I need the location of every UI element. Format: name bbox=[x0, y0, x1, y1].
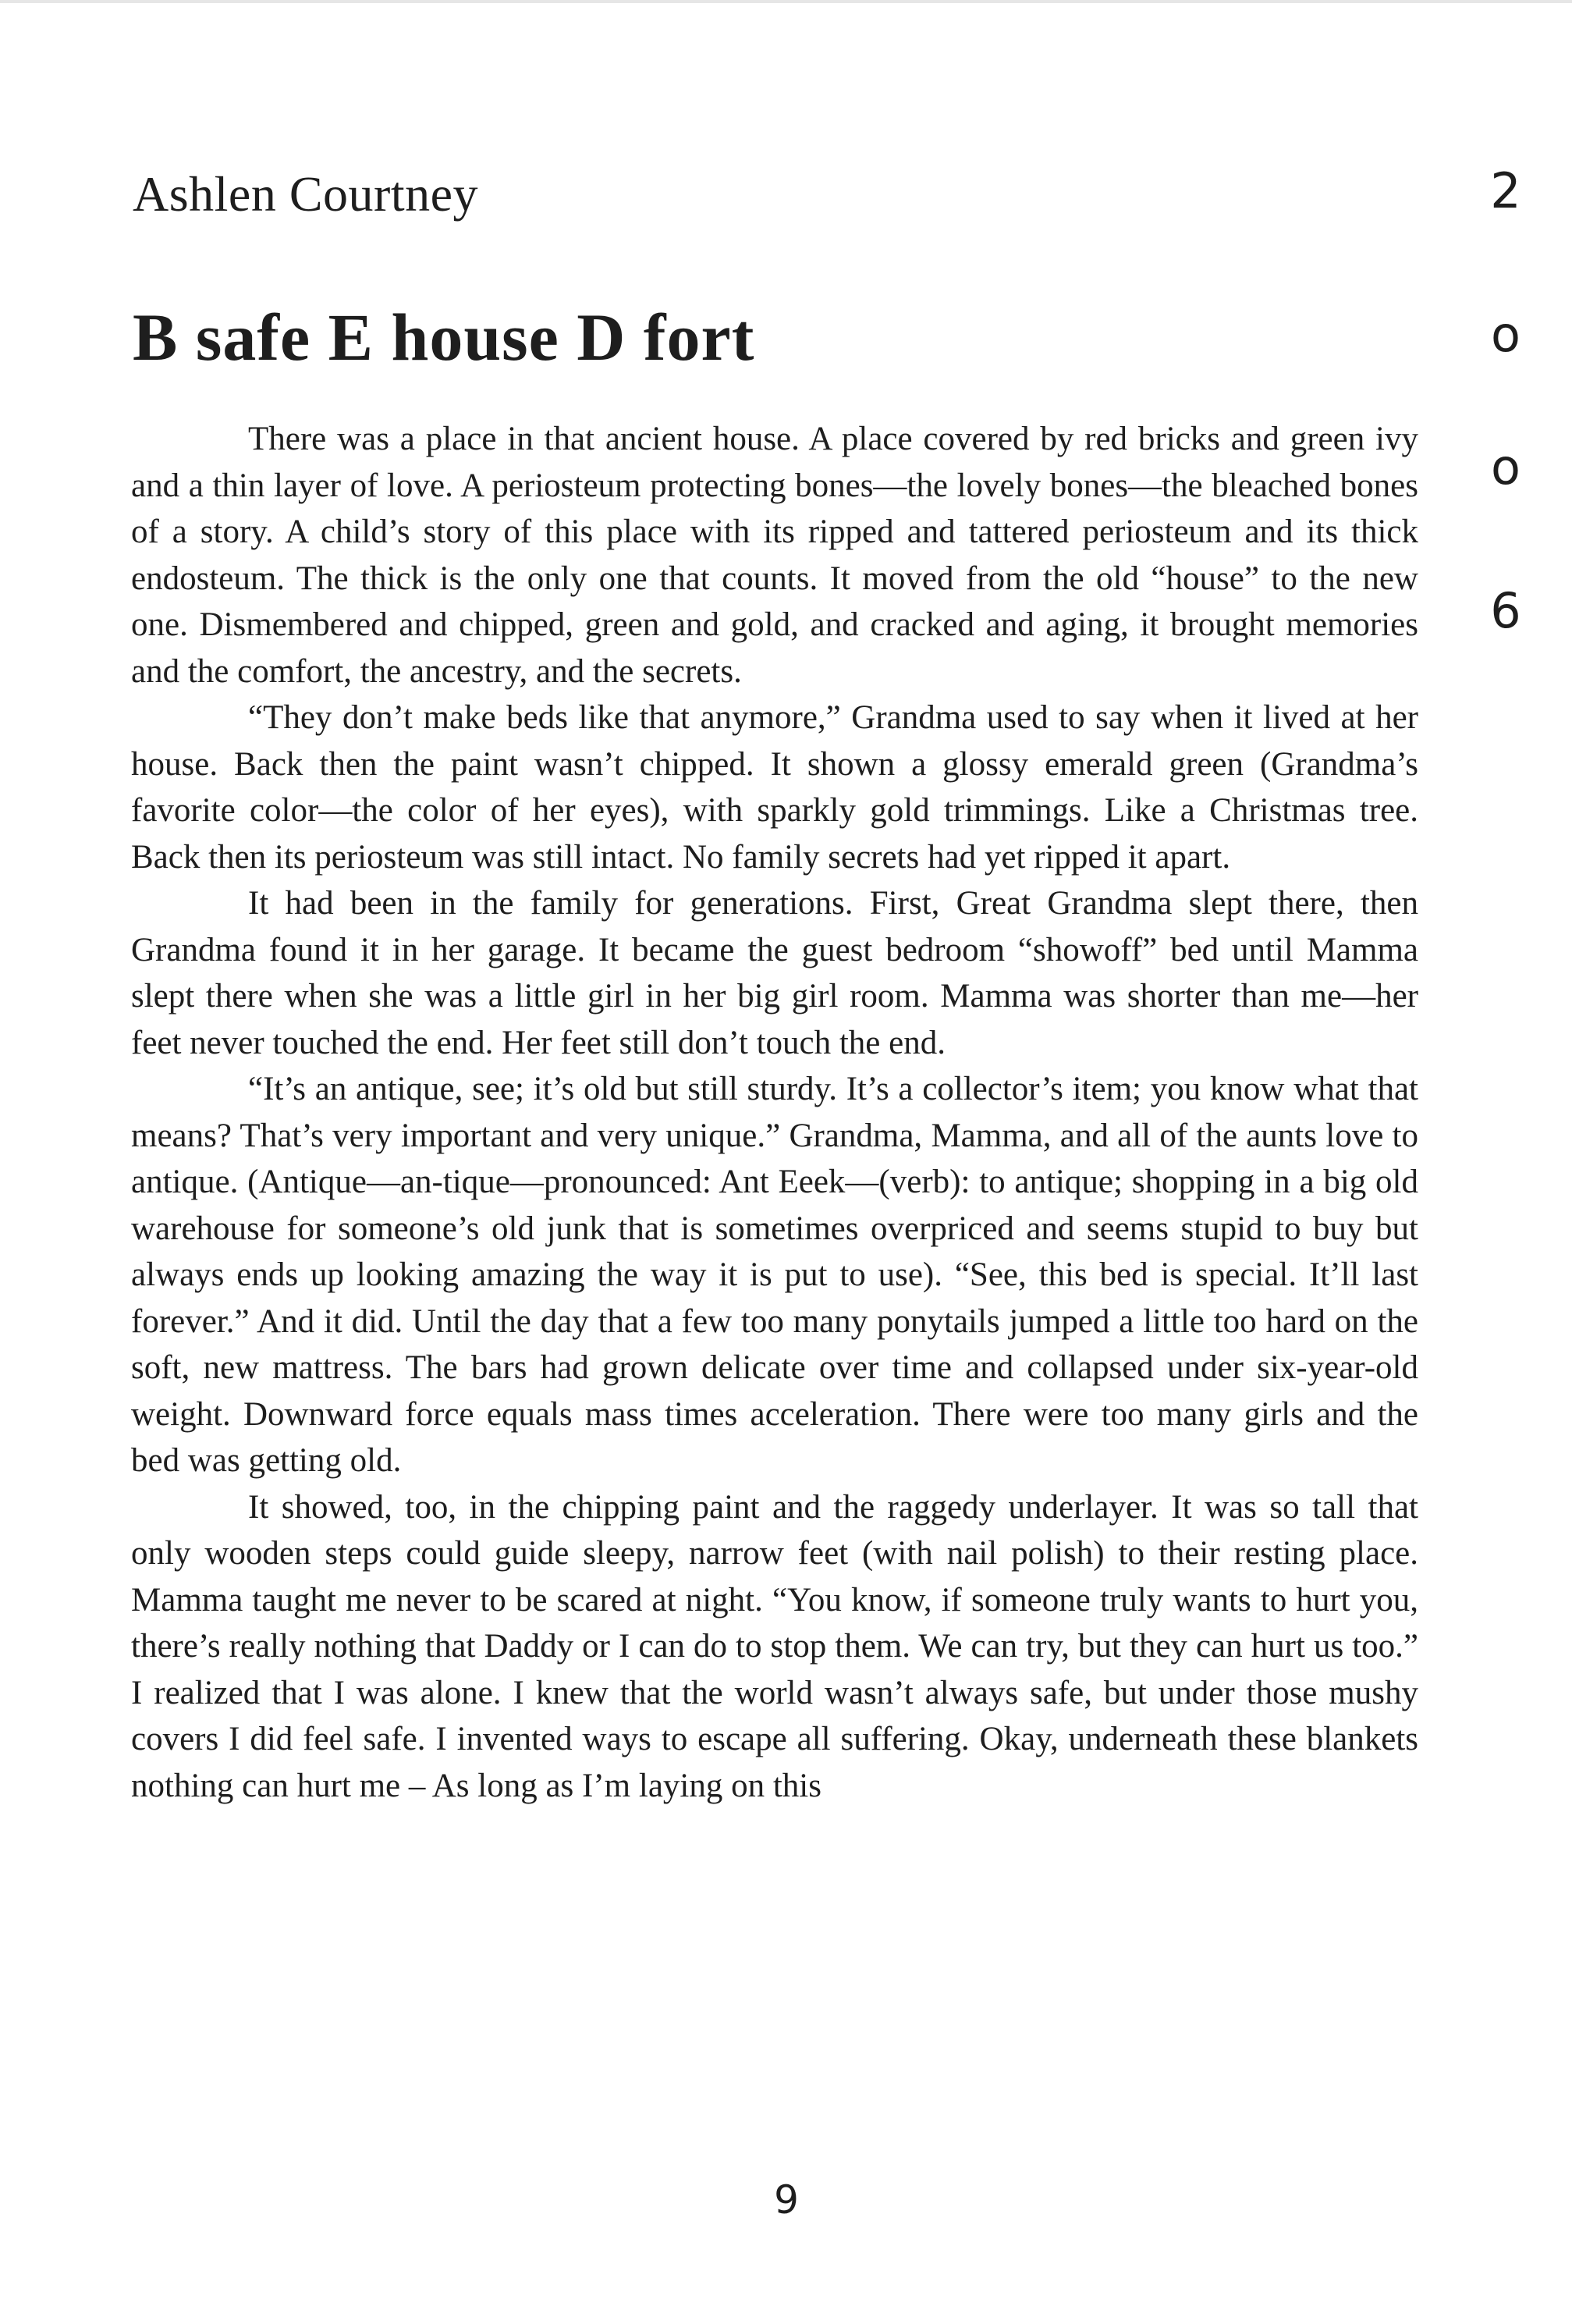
paragraph-2: “They don’t make beds like that anymore,” Grandma used to say when it lived at her house. Back then the paint wasn’t chipped. It shown a glossy emerald green (Grandma’s favorite color—the color of her eyes), with sparkly gold trimmings. Like a Christmas tree. Back then its periosteum was still intact. No family secrets had yet ripped it apart. bbox=[131, 699, 1418, 876]
story-title: B safe E house D fort bbox=[133, 300, 755, 375]
paragraph-3: It had been in the family for generations. First, Great Grandma slept there, then Grandma found it in her garage. It became the guest bedroom “showoff” bed until Mamma slept there when she was a little girl in her big girl room. Mamma was shorter than me—her feet never touched the end. Her feet still don’t touch the end. bbox=[131, 885, 1418, 1061]
year-digit-2: o bbox=[1491, 306, 1521, 363]
paragraph-4: “It’s an antique, see; it’s old but still sturdy. It’s a collector’s item; you know what that means? That’s very important and very unique.” Grandma, Mamma, and all of the aunts love to antique. (Antique—an-tique—pronounced: Ant Eeek—(verb): to antique; shopping in a big old warehouse for someone’s old junk that is sometimes overpriced and seems stupid to buy but always ends up looking amazing the way it is put to use). “See, this bed is special. It’ll last forever.” And it did. Until the day that a few too many ponytails jumped a little too hard on the soft, new mattress. The bars had grown delicate over time and collapsed under six-year-old weight. Downward force equals mass times acceleration. There were too many girls and the bed was getting old. bbox=[131, 1071, 1418, 1479]
story-body bbox=[131, 416, 1418, 1809]
year-digit-4: 6 bbox=[1490, 582, 1521, 639]
author-name: Ashlen Courtney bbox=[133, 166, 478, 222]
year-digit-3: o bbox=[1491, 439, 1521, 496]
paragraph-5: It showed, too, in the chipping paint and the raggedy underlayer. It was so tall that only wooden steps could guide sleepy, narrow feet (with nail polish) to their resting place. Mamma taught me never to be scared at night. “You know, if someone truly wants to hurt you, there’s really nothing that Daddy or I can do to stop them. We can try, but they can hurt us too.” I realized that I was alone. I knew that the world wasn’t always safe, but under those mushy covers I did feel safe. I invented ways to escape all suffering. Okay, underneath these blankets nothing can hurt me – As long as I’m laying on this bbox=[131, 1488, 1418, 1804]
year-digit-1: 2 bbox=[1490, 162, 1521, 219]
paragraph-1: There was a place in that ancient house. A place covered by red bricks and green ivy and a thin layer of love. A periosteum protecting bones—the lovely bones—the bleached bones of a story. A child’s story of this place with its ripped and tattered periosteum and its thick endosteum. The thick is the only one that counts. It moved from the old “house” to the new one. Dismembered and chipped, green and gold, and cracked and aging, it brought memories and the comfort, the ancestry, and the secrets. bbox=[131, 421, 1418, 690]
top-edge-rule bbox=[0, 0, 1572, 3]
page-number: 9 bbox=[774, 2177, 799, 2223]
